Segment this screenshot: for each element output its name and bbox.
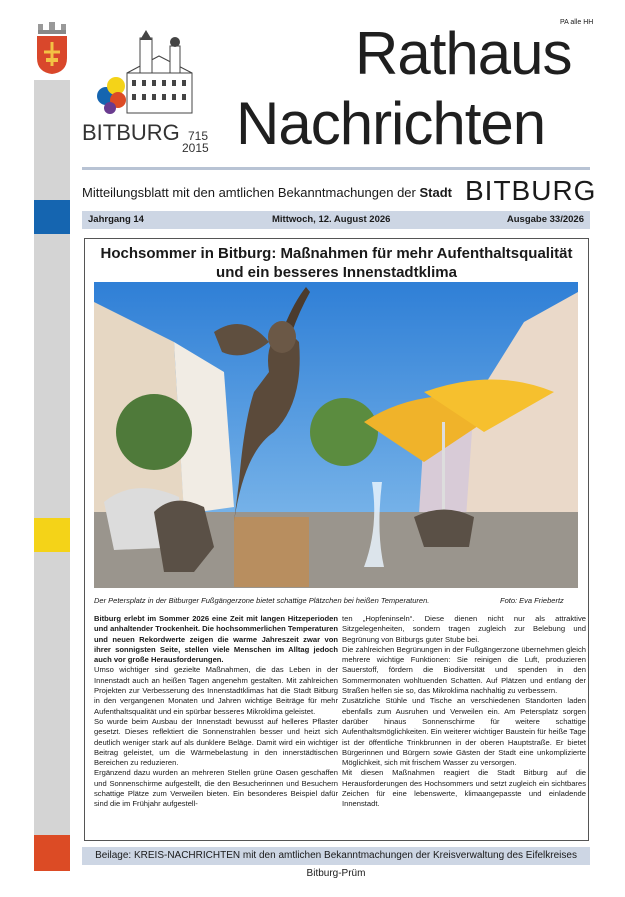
article-paragraph: Mit diesen Maßnahmen reagiert die Stadt Bitburg auf die Herausforderungen des Hochsommers und setzt zugleich ein sichtbares Zeichen für eine lebenswerte, klimaangepasste und einladende Innenstadt. — [342, 768, 586, 809]
article-paragraph: Zusätzliche Stühle und Tische an verschiedenen Standorten laden ebenfalls zum Ausruhen und Verweilen ein. Am Petersplatz sorgen darüber hinaus Sonnenschirme für weitere schattige Aufenthaltsmöglichkeiten. Ein weiterer wichtiger Baustein für heiße Tage ist der öffentliche Trinkbrunnen in der oberen Hauptstraße. Er bietet Bürgerinnen und Bürgern sowie Gästen der Stadt eine unkomplizierte Möglichkeit, sich mit frischem Wasser zu versorgen. — [342, 696, 586, 768]
city-name: BITBURG — [465, 175, 597, 206]
article-headline — [84, 244, 589, 282]
headline-line1: Hochsommer in Bitburg: Maßnahmen für mehr Aufenthaltsqualität — [100, 245, 573, 262]
sidebar-segment-blue — [34, 200, 70, 234]
sidebar-segment-red — [34, 835, 70, 871]
svg-text:715: 715 — [188, 129, 209, 143]
article-column-1 — [94, 614, 338, 810]
article-paragraph: Umso wichtiger sind gezielte Maßnahmen, die das Leben in der Innenstadt auch an heißen Tagen angenehm gestalten. Mit zahlreichen Projekten zur Verbesserung des Innenstadtklimas hat die Stadt Bitburg in den vergangenen Monaten und Jahren wichtige Beiträge für mehr Aufenthaltsqualität und ein spürbar besseres Mikroklima geleistet. — [94, 665, 338, 716]
article-paragraph: ten „Hopfeninseln“. Diese dienen nicht nur als attraktive Sitzgelegenheiten, sondern tragen zugleich zur Belebung und Begrünung von Bitburgs guter Stube bei. — [342, 614, 586, 644]
svg-text:2015: 2015 — [182, 141, 209, 155]
issue-info-bar — [82, 211, 590, 229]
masthead-title-line1: Rathaus — [355, 20, 572, 87]
subtitle-bold: Stadt — [419, 185, 452, 200]
volume-label: Jahrgang 14 — [88, 214, 144, 225]
sidebar-segment-grey — [34, 234, 70, 518]
sidebar-segment-grey — [34, 80, 70, 200]
supplement-bar: Beilage: KREIS-NACHRICHTEN mit den amtlichen Bekanntmachungen der Kreisverwaltung des Eifelkreises Bitburg-Prüm — [82, 847, 590, 865]
article-column-2 — [342, 614, 586, 810]
article-paragraph: Die zahlreichen Begrünungen in der Fußgängerzone übernehmen gleich mehrere wichtige Funktionen: Sie reinigen die Luft, produzieren Sauerstoff, fördern die Biodiversität und spenden in den Sommermonaten wohltuenden Schatten. Auf Plätzen und entlang der Straßen helfen sie so, das Mikroklima nachhaltig zu verbessern. — [342, 644, 586, 696]
issue-date: Mittwoch, 12. August 2026 — [272, 214, 391, 225]
masthead-rule — [82, 167, 590, 170]
coat-of-arms-icon — [36, 20, 68, 75]
article-photo — [94, 282, 578, 588]
bitburg-logo — [82, 28, 232, 163]
issue-number: Ausgabe 33/2026 — [506, 214, 584, 225]
article-lead: Bitburg erlebt im Sommer 2026 eine Zeit mit langen Hitzeperioden und anhaltender Trockenheit. Die hochsommerlichen Temperaturen und neuen Rekordwerte zeigen die warme Jahreszeit zwar von ihrer sonnigsten Seite, stellen viele Menschen im Alltag jedoch auch vor große Herausforderungen. — [94, 614, 338, 665]
masthead-title-line2: Nachrichten — [236, 90, 546, 157]
sidebar-segment-yellow — [34, 518, 70, 552]
masthead-subtitle — [82, 185, 452, 200]
distribution-note: PA alle HH — [560, 19, 594, 26]
headline-line2: und ein besseres Innenstadtklima — [216, 264, 457, 281]
svg-text:BITBURG: BITBURG — [82, 120, 180, 145]
photo-caption: Der Petersplatz in der Bitburger Fußgängerzone bietet schattige Plätzchen bei heißen Temperaturen. — [94, 596, 430, 605]
article-paragraph: Ergänzend dazu wurden an mehreren Stellen grüne Oasen geschaffen und Sonnenschirme aufgestellt, die den Besucherinnen und Besuchern schattige Plätze zum Verweilen bieten. Ein besonderes Beispiel dafür sind die im Frühjahr aufgestell- — [94, 768, 338, 809]
article-paragraph: So wurde beim Ausbau der Innenstadt bewusst auf helleres Pflaster gesetzt. Dieses reflektiert die Sonnenstrahlen besser und heizt sich deutlich weniger stark auf als dunklere Beläge. Damit wird ein wichtiger Beitrag geleistet, um die Wärmebelastung in den innerstädtischen Bereichen zu reduzieren. — [94, 716, 338, 768]
sidebar-segment-grey — [34, 552, 70, 835]
photo-credit: Foto: Eva Friebertz — [500, 596, 564, 605]
subtitle-text: Mitteilungsblatt mit den amtlichen Bekanntmachungen der — [82, 185, 416, 200]
